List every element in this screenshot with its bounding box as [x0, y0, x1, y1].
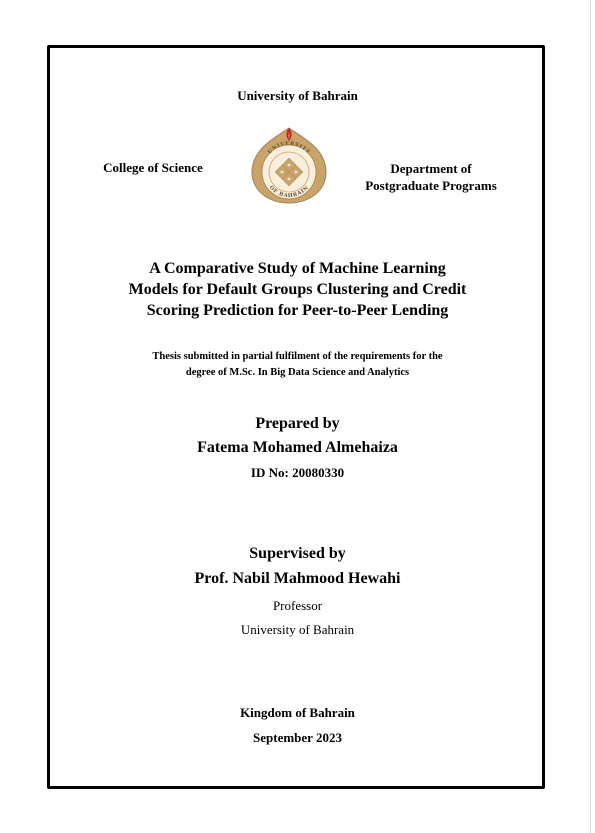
student-id: ID No: 20080330 — [250, 465, 345, 480]
thesis-title-line-3: Scoring Prediction for Peer-to-Peer Lending — [146, 302, 449, 319]
thesis-title-line-1: A Comparative Study of Machine Learning — [149, 260, 446, 277]
department-line-1: Department of — [390, 161, 472, 176]
supervisor-affiliation: University of Bahrain — [240, 622, 355, 637]
prepared-by-heading: Prepared by — [255, 415, 340, 432]
submission-statement — [0, 349, 595, 381]
submission-line-1: Thesis submitted in partial fulfilment of the requirements for the — [152, 351, 443, 362]
department-line-2: Postgraduate Programs — [365, 178, 497, 193]
supervised-by-heading: Supervised by — [249, 545, 346, 562]
thesis-title — [0, 258, 595, 321]
svg-text:OF BAHRAIN: OF BAHRAIN — [267, 184, 311, 200]
department-name — [355, 160, 507, 194]
submission-line-2: degree of M.Sc. In Big Data Science and Analytics — [185, 367, 410, 378]
submission-date: September 2023 — [253, 730, 342, 745]
university-name: University of Bahrain — [237, 88, 358, 103]
supervisor-title: Professor — [272, 598, 323, 613]
author-name: Fatema Mohamed Almehaiza — [197, 439, 398, 456]
thesis-title-line-2: Models for Default Groups Clustering and Credit — [128, 281, 467, 298]
country-name: Kingdom of Bahrain — [240, 705, 355, 720]
college-name: College of Science — [103, 160, 203, 175]
university-of-bahrain-seal-icon — [248, 122, 330, 206]
supervisor-name: Prof. Nabil Mahmood Hewahi — [194, 570, 401, 587]
svg-text:UNIVERSITY: UNIVERSITY — [266, 140, 312, 156]
